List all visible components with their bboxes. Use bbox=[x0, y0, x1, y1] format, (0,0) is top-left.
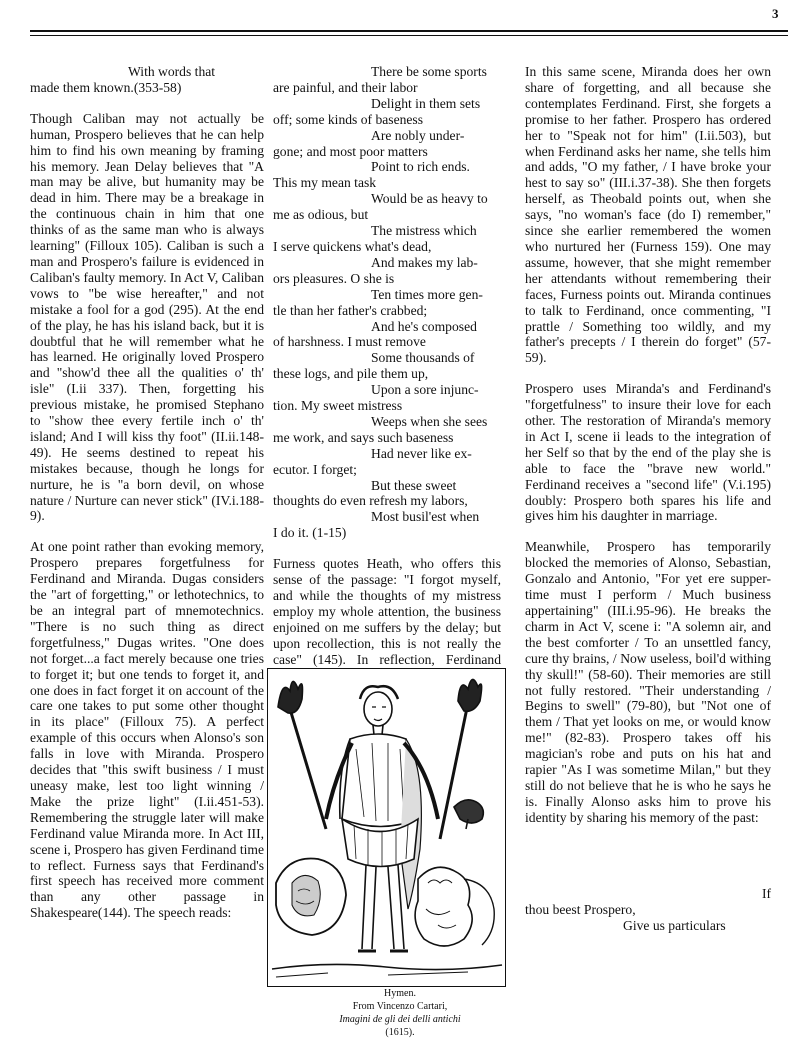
verse-line: But these sweet bbox=[371, 477, 457, 493]
verse-line: This my mean task bbox=[273, 175, 377, 191]
verse-line: me work, and says such baseness bbox=[273, 429, 454, 445]
header-rule-thin bbox=[30, 35, 788, 36]
verse-line: And makes my lab- bbox=[371, 254, 478, 270]
verse-line: With words that bbox=[128, 64, 216, 79]
verse-line: Ten times more gen- bbox=[371, 286, 483, 302]
verse-line: Most busil'est when bbox=[371, 509, 480, 525]
verse-line: me as odious, but bbox=[273, 207, 369, 223]
column-right bbox=[525, 64, 771, 948]
verse-line: thou beest Prospero, bbox=[525, 901, 636, 917]
verse-line: of harshness. I must remove bbox=[273, 334, 426, 350]
verse-line: And he's composed bbox=[371, 318, 477, 334]
verse-line: are painful, and their labor bbox=[273, 79, 418, 95]
paragraph: Meanwhile, Prospero has temporarily blocked the memories of Alonso, Sebastian, Gonzalo and Antonio, "For yet ere supper-time must I perform / Much business appertaining" (III.i.95-96). He breaks the charm in Act V, scene i: "A solemn air, and the best comforter / To an unsettled fancy, cure thy brains, / Now useless, boil'd withing thy skull!" (58-60). Their memories are still not fully restored. "Their understanding / Begins to swell" (79-80), but "Not one of them / That yet looks on me, or would know me!" (82-83). Prospero takes off his magician's robe and puts on his hat and rapier "As I was sometime Milan," but they still do not believe that he is who he says he is. Finally Alonso asks him to prove his identity by sharing his memory of the past: bbox=[525, 539, 771, 825]
verse-line: The mistress which bbox=[371, 223, 477, 239]
verse-line: Delight in them sets bbox=[371, 95, 481, 111]
page-number: 3 bbox=[772, 6, 779, 21]
verse-line: Had never like ex- bbox=[371, 445, 472, 461]
verse-line: ors pleasures. O she is bbox=[273, 270, 395, 286]
verse-line: ecutor. I forget; bbox=[273, 461, 357, 477]
verse-line: Some thousands of bbox=[371, 350, 475, 366]
verse-line: I serve quickens what's dead, bbox=[273, 238, 432, 254]
verse-line: Upon a sore injunc- bbox=[371, 382, 479, 398]
verse-line: tion. My sweet mistress bbox=[273, 398, 403, 414]
column-left bbox=[30, 64, 264, 936]
verse-line: Weeps when she sees bbox=[371, 413, 488, 429]
woodcut-figure bbox=[267, 668, 506, 987]
paragraph: At one point rather than evoking memory, Prospero prepares forgetfulness for Ferdinand and Miranda. Dugas considers the "art of forgetting," or lethotechnics, to be an integral part of mnemotechnics. "There is no such thing as direct forgetfulness," Dugas writes. "One does not forget...a fact merely because one tries to forget it; but one tends to forget it, and one does in fact forget it on account of the care one takes to put some other thought in its place" (Filloux 75). A perfect example of this occurs when Alonso's son falls in love with Miranda. Prospero decides that "this swift business / I must uneasy make, lest too light winning / Make the prize light" (I.ii.451-53). Remembering the struggle later will make Ferdinand value Miranda more. In Act III, scene i, Prospero has given Ferdinand time to reflect. Furness says that Ferdinand's first speech has received more comment than any other passage in Shakespeare(144). The speech reads: bbox=[30, 539, 264, 921]
verse-line: Point to rich ends. bbox=[371, 159, 470, 175]
paragraph: Prospero uses Miranda's and Ferdinand's "forgetfulness" to insure their love for each other. The restoration of Miranda's memory in Act I, scene ii leads to the integration of her Self so that by the end of the play she is able to face the "brave new world." Ferdinand receives a "second life" (V.i.195) doubly: Prospero both spares his life and gives him his daughter in marriage. bbox=[525, 381, 771, 524]
verse-block bbox=[273, 64, 501, 541]
verse-line: tle than her father's crabbed; bbox=[273, 302, 428, 318]
figure-caption bbox=[0, 987, 800, 1039]
header-rule bbox=[30, 30, 788, 32]
caption-title: Hymen. bbox=[384, 988, 416, 999]
paragraph: In this same scene, Miranda does her own share of forgetting, and all because she contemplates Ferdinand. First, she forgets a promise to her father. Prospero has ordered her to "Speak not for him" (I.ii.503), but when Ferdinand asks her name, she tells him and adds, "O my father, / I have broke your hest to say so" (III.i.37-38). She then forgets herself, as Theobald points out, when she says, "no woman's face (do I) remember," since she earlier remembered the women who nurtured her (Furness 159). One may assume, however, that she might remember her attendants without remembering their faces, Furness points out. Miranda continues to talk to Ferdinand, once commenting, "I prattle / Something too wildly, and my father's precepts / I therein do forget" (57-59). bbox=[525, 64, 771, 366]
caption-source: From Vincenzo Cartari, Imagini de gli dei delli antichi (1615). bbox=[339, 1001, 461, 1038]
verse-line: gone; and most poor matters bbox=[273, 143, 428, 159]
verse-line: these logs, and pile them up, bbox=[273, 366, 429, 382]
verse-line: Are nobly under- bbox=[371, 127, 465, 143]
paragraph: Furness quotes Heath, who offers this sense of the passage: "I forgot myself, and while the thoughts of my mistress employ my whole attention, the business enjoined on me suffers by the delay; but upon recollection, this is not really the case" (145). In reflection, Ferdinand bbox=[273, 556, 501, 667]
hymen-woodcut bbox=[268, 669, 505, 986]
verse-line: There be some sports bbox=[371, 64, 487, 79]
caption-work: Imagini de gli dei delli antichi bbox=[339, 1014, 461, 1025]
paragraph: Though Caliban may not actually be human, Prospero believes that he can help him to find his own meaning by framing his memory. Jean Delay believes that "A man may be alive, but humanity may be dead in him. There may be a breakage in the continuous chain in him that one thinks of as the same man who is always learning" (Filloux 105). Caliban is such a man and Prospero's failure is evidenced in Caliban's faulty memory. In Act V, Caliban vows to "be wise hereafter," and not mistake a fool for a god (295). At the end of the play, he has his island back, but it is doubtful that he will remember what he has learned. He originally loved Prospero and "show'd thee all the qualities o' th' isle" (I.ii 337). Then, forgetting his previous mistake, he promised Stephano to "show thee every fertile inch o' th' island; And I will kiss thy foot" (II.ii.148-49). He seems destined to repeat his mistakes because, though he longs for nurture, he is "a born devil, on whose nature / Nurture can never stick" (IV.i.188-9). bbox=[30, 110, 264, 524]
verse-line: thoughts do even refresh my labors, bbox=[273, 493, 468, 509]
column-middle bbox=[273, 64, 501, 714]
verse-line: If bbox=[761, 885, 771, 901]
verse-line: made them known.(353-58) bbox=[30, 79, 182, 95]
verse-line: off; some kinds of baseness bbox=[273, 111, 424, 127]
verse-line: I do it. (1-15) bbox=[273, 525, 347, 541]
verse-line: Give us particulars bbox=[623, 917, 726, 933]
verse-line: Would be as heavy to bbox=[371, 191, 488, 207]
